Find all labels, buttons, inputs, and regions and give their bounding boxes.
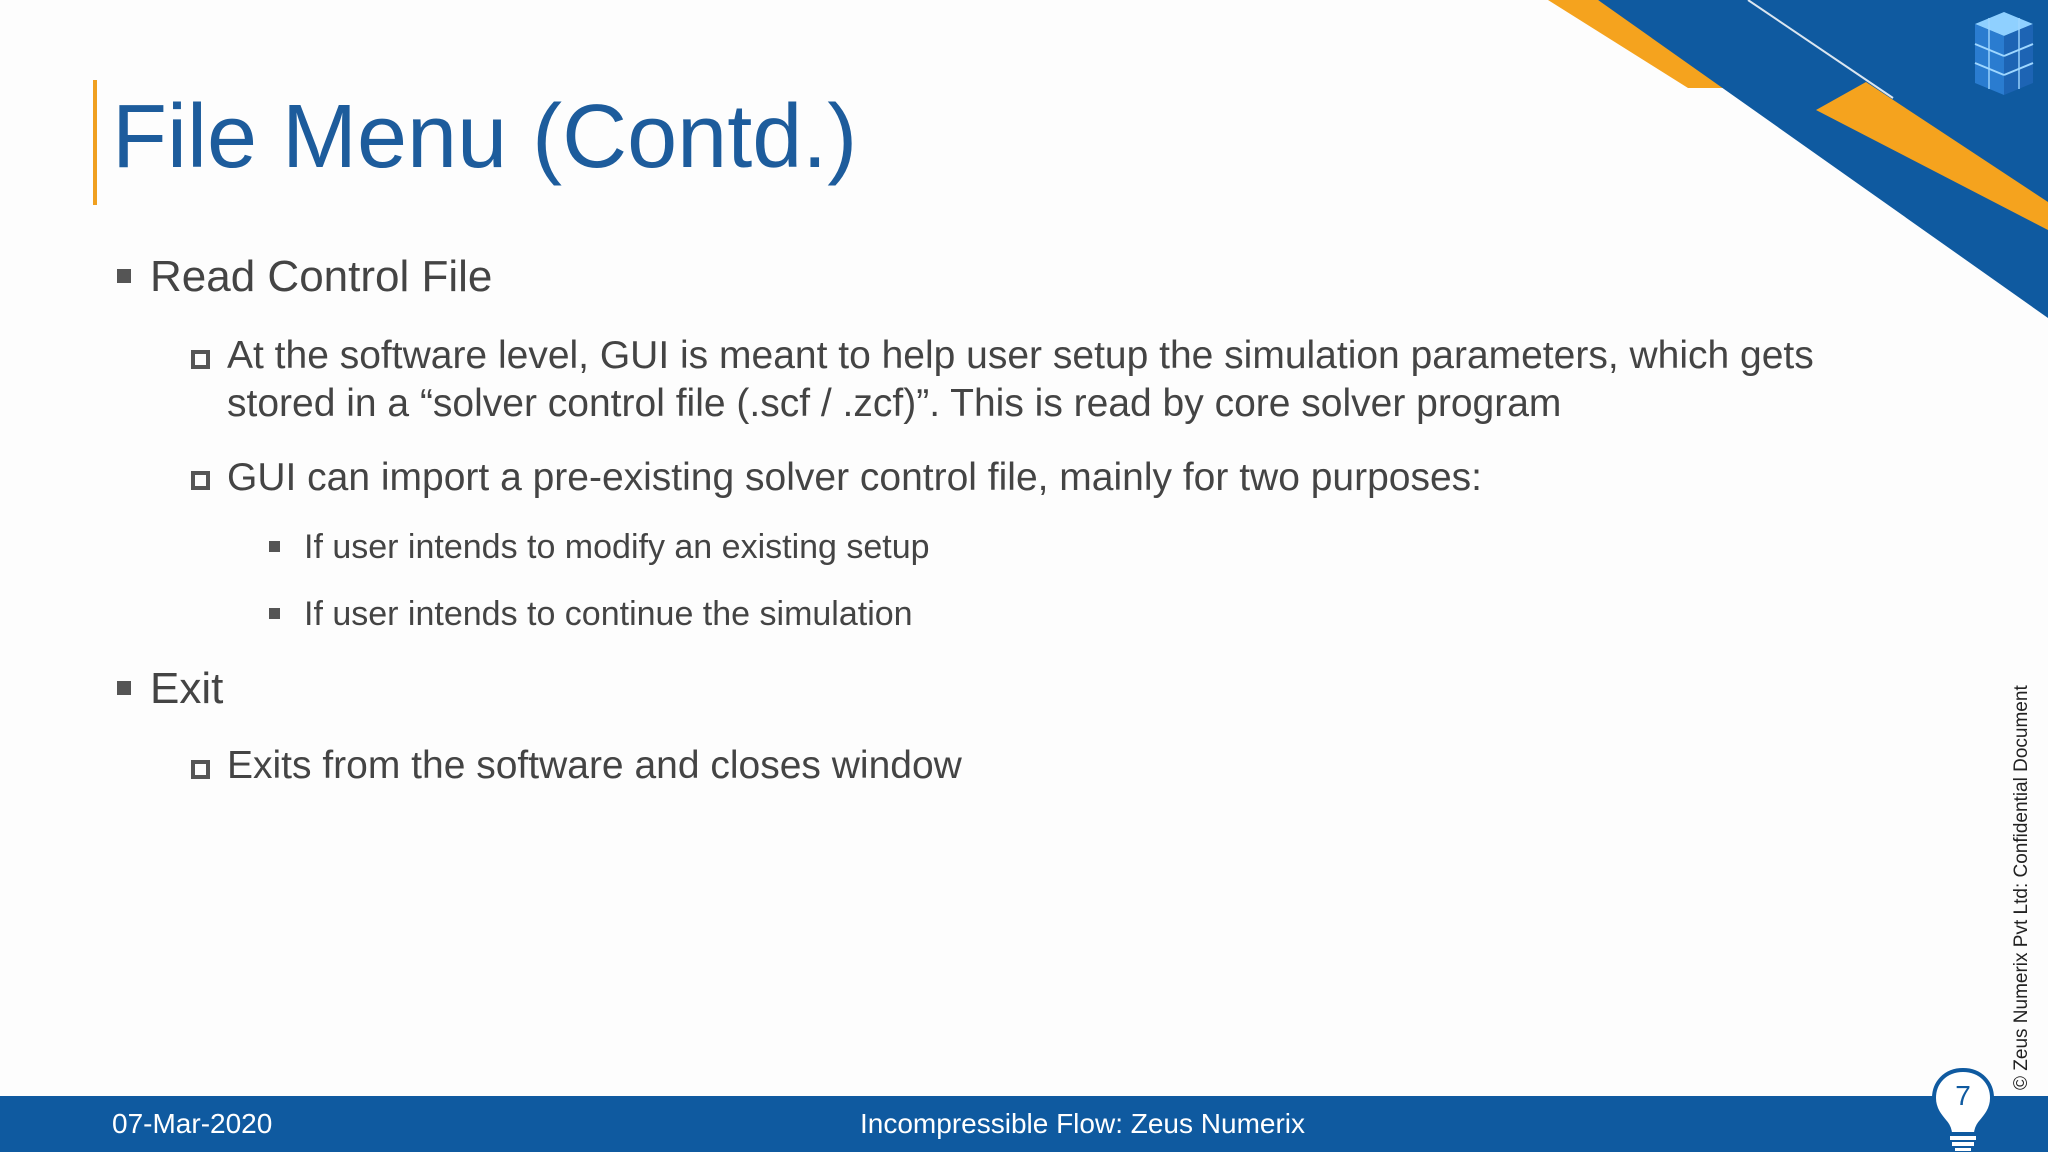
page-number: 7 <box>1955 1080 1971 1111</box>
sub-bullet-text: Exits from the software and closes window <box>227 744 962 787</box>
sub-sub-bullet-text: If user intends to continue the simulation <box>304 595 913 633</box>
sub-bullet-text: GUI can import a pre-existing solver control file, mainly for two purposes: <box>227 456 1482 499</box>
bullet-text: Exit <box>150 664 224 713</box>
slide-title: File Menu (Contd.) <box>112 87 858 187</box>
hollow-square-bullet-icon <box>191 350 210 369</box>
filled-square-bullet-icon <box>117 269 131 283</box>
sub-sub-bullet-text: If user intends to modify an existing setup <box>304 528 930 566</box>
small-square-bullet-icon <box>269 541 280 552</box>
bullet-text: Read Control File <box>150 252 493 301</box>
sub-bullet-text-line-1: At the software level, GUI is meant to help user setup the simulation parameters, which gets <box>227 334 1814 377</box>
confidential-note: © Zeus Numerix Pvt Ltd: Confidential Document <box>2011 685 2032 1090</box>
sub-bullet-text-line-2: stored in a “solver control file (.scf / .zcf)”. This is read by core solver program <box>227 382 1562 425</box>
filled-square-bullet-icon <box>117 681 131 695</box>
hollow-square-bullet-icon <box>191 760 210 779</box>
small-square-bullet-icon <box>269 608 280 619</box>
hollow-square-bullet-icon <box>191 471 210 490</box>
footer-title: Incompressible Flow: Zeus Numerix <box>860 1108 1306 1139</box>
footer-date: 07-Mar-2020 <box>112 1108 273 1139</box>
page-number-badge <box>1928 1066 1998 1152</box>
footer-bar <box>0 1096 2048 1152</box>
